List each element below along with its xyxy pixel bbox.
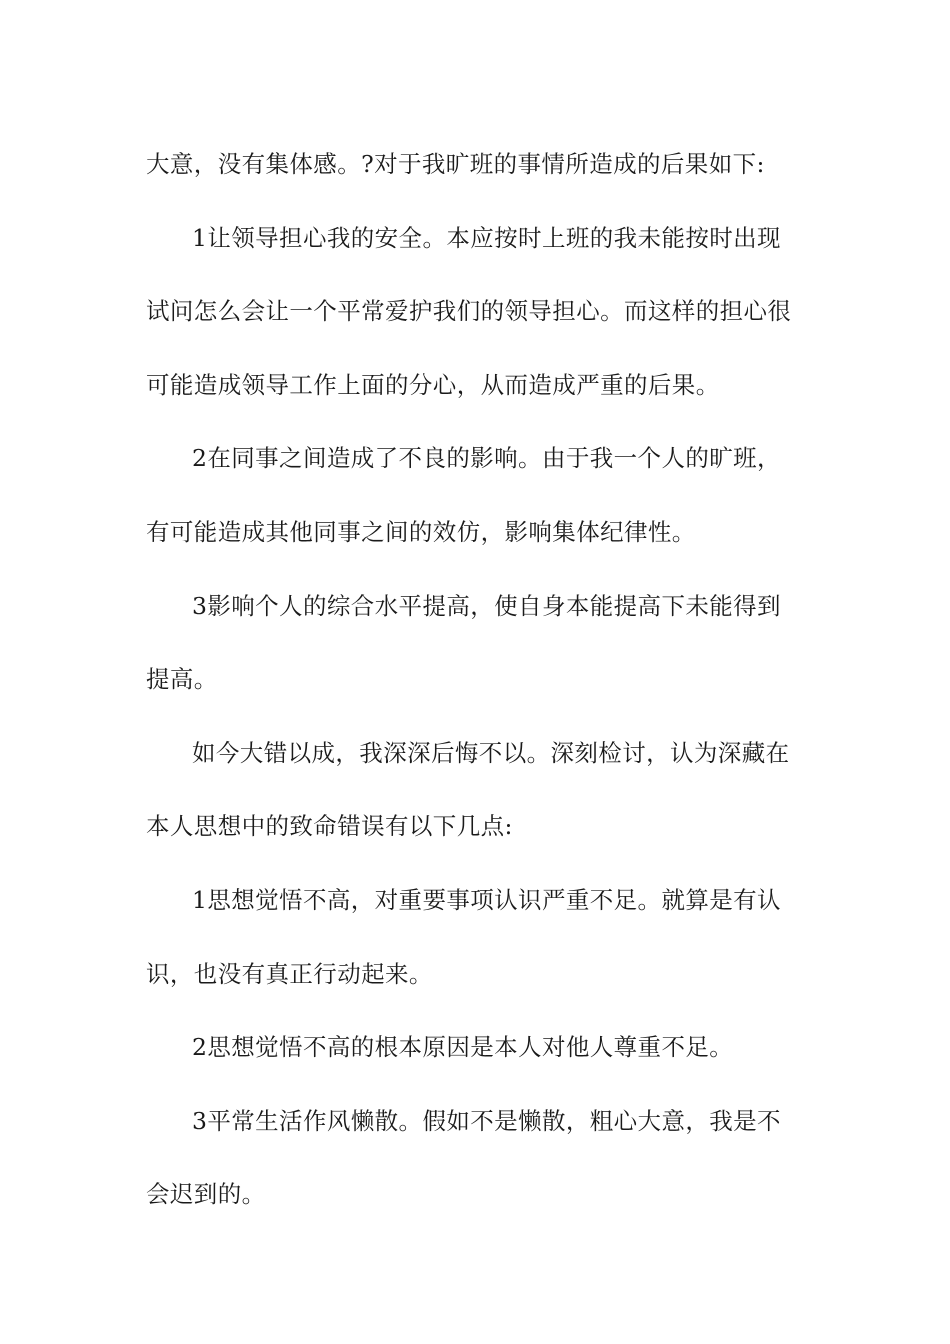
text-line: 3平常生活作风懒散。假如不是懒散，粗心大意，我是不 [192, 1106, 781, 1135]
text-line: 识，也没有真正行动起来。 [146, 959, 433, 988]
text-line: 3影响个人的综合水平提高，使自身本能提高下未能得到 [192, 591, 781, 620]
text-line: 2思想觉悟不高的根本原因是本人对他人尊重不足。 [192, 1033, 734, 1062]
text-line: 试问怎么会让一个平常爱护我们的领导担心。而这样的担心很 [146, 297, 792, 326]
text-line: 1让领导担心我的安全。本应按时上班的我未能按时出现 [192, 223, 781, 252]
text-line: 2在同事之间造成了不良的影响。由于我一个人的旷班， [192, 444, 781, 473]
text-line: 如今大错以成，我深深后悔不以。深刻检讨，认为深藏在 [192, 738, 790, 767]
text-line: 1思想觉悟不高，对重要事项认识严重不足。就算是有认 [192, 885, 781, 914]
text-line: 本人思想中的致命错误有以下几点: [146, 812, 513, 841]
document-body [146, 128, 808, 1232]
text-line: 有可能造成其他同事之间的效仿，影响集体纪律性。 [146, 517, 696, 546]
text-line: 大意，没有集体感。?对于我旷班的事情所造成的后果如下: [146, 150, 765, 178]
text-line: 会迟到的。 [146, 1180, 266, 1209]
text-line: 可能造成领导工作上面的分心，从而造成严重的后果。 [146, 370, 720, 399]
text-line: 提高。 [146, 665, 218, 694]
